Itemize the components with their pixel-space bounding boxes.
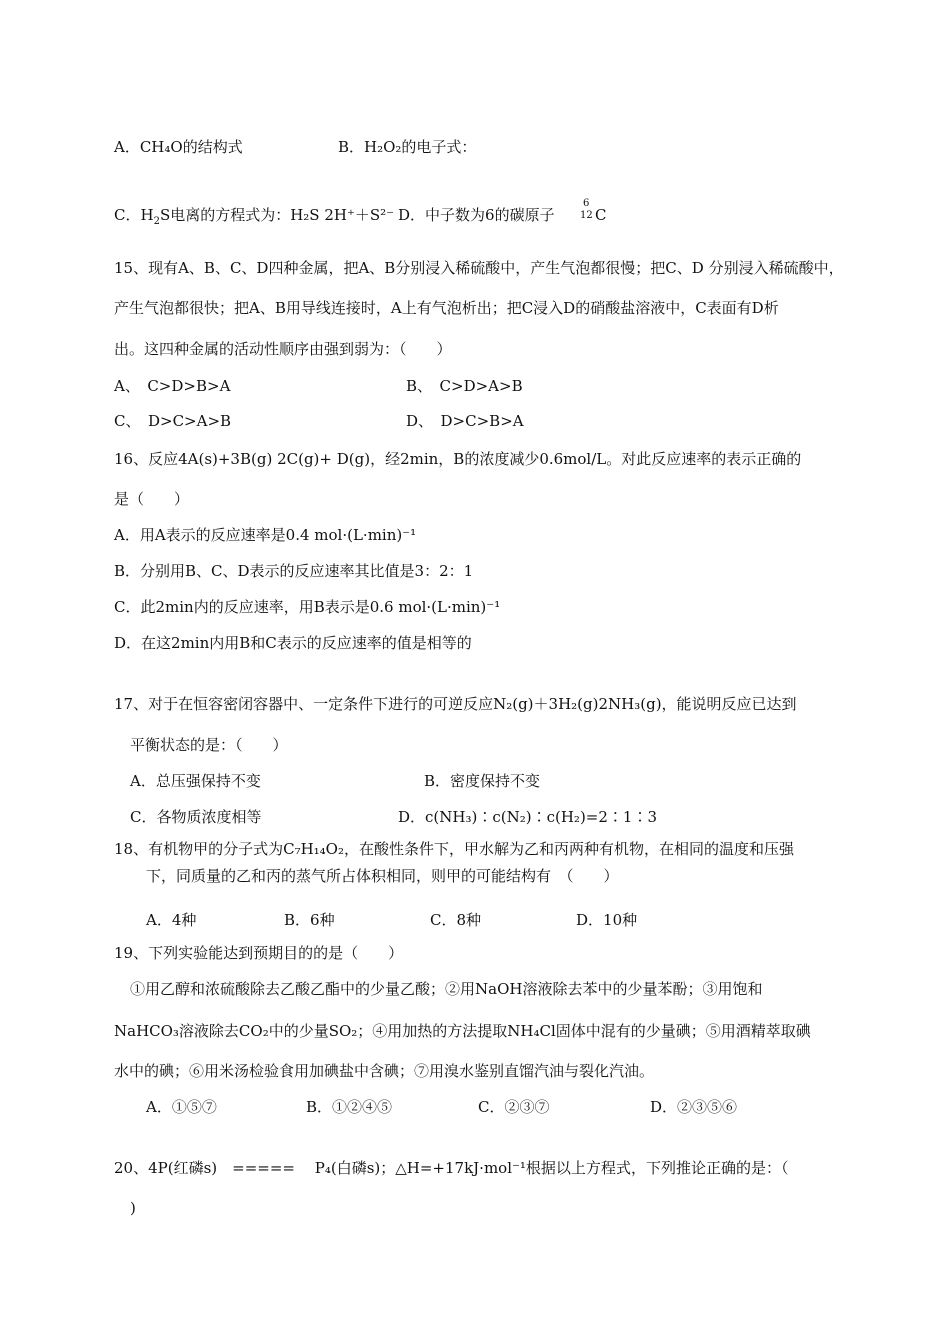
q18-option-a: A．4种 (146, 911, 197, 929)
q17-stem-line-2: 平衡状态的是：（ ） (130, 736, 288, 754)
q14-option-a: A．CH₄O的结构式 (114, 138, 243, 156)
q14-isotope-number: 12 (580, 210, 593, 221)
q15-option-c: C、 D>C>A>B (114, 412, 232, 430)
q15-option-b: B、 C>D>A>B (406, 377, 523, 395)
q16-option-d: D．在这2min内用B和C表示的反应速率的值是相等的 (114, 634, 472, 652)
q19-stem-line-4: 水中的碘；⑥用米汤检验食用加碘盐中含碘；⑦用溴水鉴别直馏汽油与裂化汽油。 (114, 1062, 655, 1080)
q16-option-c: C．此2min内的反应速率，用B表示是0.6 mol·(L·min)⁻¹ (114, 598, 501, 616)
q19-option-d: D．②③⑤⑥ (650, 1098, 738, 1116)
q17-option-a: A．总压强保持不变 (130, 772, 261, 790)
q18-option-b: B．6种 (284, 911, 335, 929)
q19-stem-line-2: ①用乙醇和浓硫酸除去乙酸乙酯中的少量乙酸；②用NaOH溶液除去苯中的少量苯酚；③用饱和 (130, 980, 763, 998)
q15-stem-line-2: 产生气泡都很快；把A、B用导线连接时，A上有气泡析出；把C浸入D的硝酸盐溶液中，C表面有D析 (114, 299, 779, 317)
q15-stem-line-3: 出。这四种金属的活动性顺序由强到弱为：（ ） (114, 340, 452, 358)
q19-stem-line-1: 19、下列实验能达到预期目的的是（ ） (114, 944, 404, 962)
q14-option-c-equation: S电离的方程式为：H₂S 2H⁺＋S²⁻ (159, 206, 395, 224)
q19-option-a: A．①⑤⑦ (146, 1098, 217, 1116)
q17-stem-line-1: 17、对于在恒容密闭容器中、一定条件下进行的可逆反应N₂(g)＋3H₂(g)2NH₃(g)，能说明反应已达到 (114, 695, 797, 713)
q16-option-a: A．用A表示的反应速率是0.4 mol·(L·min)⁻¹ (114, 526, 417, 544)
q15-stem-line-1: 15、现有A、B、C、D四种金属，把A、B分别浸入稀硫酸中，产生气泡都很慢；把C、D 分别浸入稀硫酸中， (114, 259, 844, 277)
q17-option-d: D．c(NH₃)∶c(N₂)∶c(H₂)=2∶1∶3 (398, 808, 657, 826)
q14-option-c-subscript: 2 (153, 216, 160, 227)
q20-stem-line-1: 20、4P(红磷s) ===== P₄(白磷s)；△H=+17kJ·mol⁻¹根据以上方程式，下列推论正确的是：（ (114, 1159, 789, 1177)
q19-option-c: C．②③⑦ (478, 1098, 550, 1116)
q17-option-c: C．各物质浓度相等 (130, 808, 262, 826)
q14-isotope-symbol: C (595, 206, 607, 224)
q20-stem-line-2: ) (130, 1199, 136, 1217)
q14-option-d: D．中子数为6的碳原子 (398, 206, 555, 224)
q14-option-c (114, 205, 394, 225)
q16-stem-line-1: 16、反应4A(s)+3B(g) 2C(g)+ D(g)，经2min，B的浓度减少0.6mol/L。对此反应速率的表示正确的 (114, 450, 802, 468)
q15-option-a: A、 C>D>B>A (114, 377, 231, 395)
q15-option-d: D、 D>C>B>A (406, 412, 524, 430)
q16-option-b: B．分别用B、C、D表示的反应速率其比值是3：2：1 (114, 562, 474, 580)
q18-option-d: D．10种 (576, 911, 638, 929)
q14-option-c-prefix: C．H (114, 206, 154, 224)
q14-isotope-mass: 6 (583, 198, 590, 209)
q14-option-b: B．H₂O₂的电子式： (338, 138, 477, 156)
q19-option-b: B．①②④⑤ (306, 1098, 393, 1116)
q16-stem-line-2: 是（ ） (114, 490, 190, 508)
q18-option-c: C．8种 (430, 911, 482, 929)
q19-stem-line-3: NaHCO₃溶液除去CO₂中的少量SO₂；④用加热的方法提取NH₄Cl固体中混有的少量碘；⑤用酒精萃取碘 (114, 1022, 811, 1040)
q17-option-b: B．密度保持不变 (424, 772, 541, 790)
q18-stem-line-2: 下，同质量的乙和丙的蒸气所占体积相同，则甲的可能结构有 （ ） (146, 867, 619, 885)
q18-stem-line-1: 18、有机物甲的分子式为C₇H₁₄O₂，在酸性条件下，甲水解为乙和丙两种有机物，在相同的温度和压强 (114, 840, 794, 858)
